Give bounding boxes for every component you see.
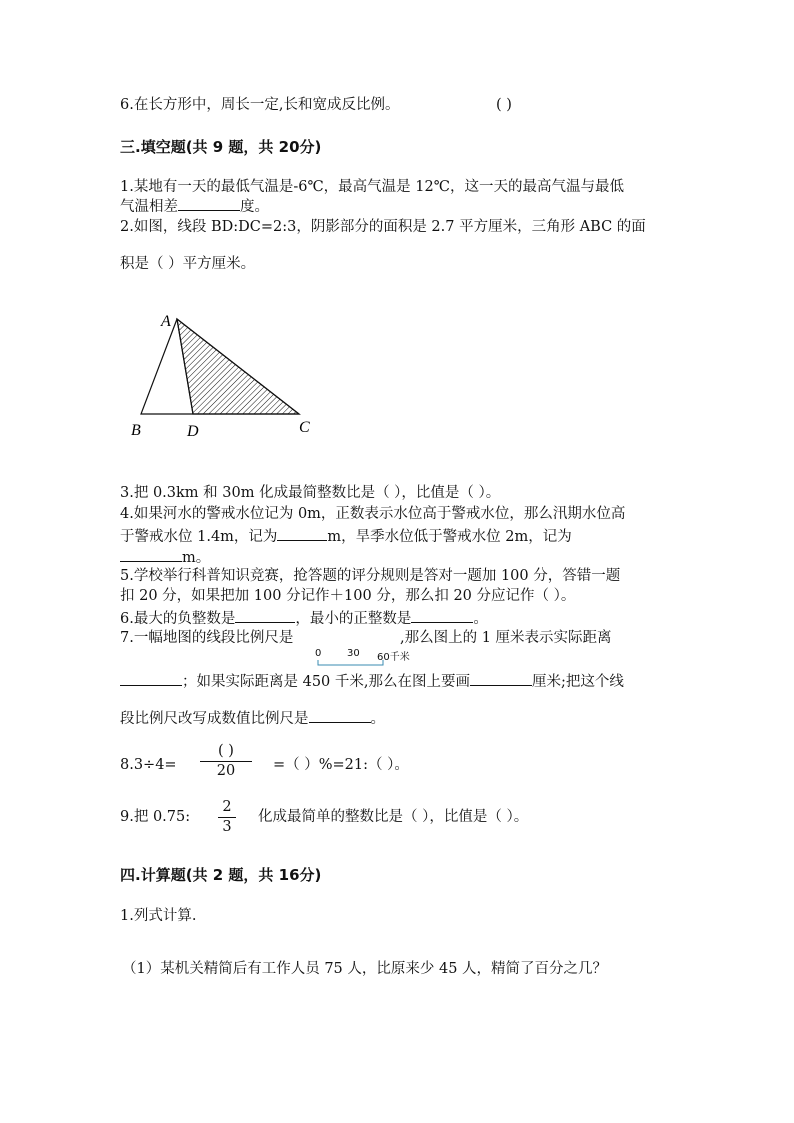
- fill-q4-line3: [120, 549, 210, 566]
- fill-q1-line1: 1.某地有一天的最低气温是-6℃，最高气温是 12℃，这一天的最高气温与最低: [120, 179, 624, 195]
- scale-tick-30: 30: [347, 648, 360, 659]
- label-b: B: [131, 422, 141, 439]
- fill-q1-prefix: 气温相差: [120, 199, 178, 215]
- fill-q4-line2: [120, 528, 572, 545]
- fill-q6-blank1[interactable]: [235, 610, 295, 623]
- fill-q9-frac-bar: [218, 817, 236, 818]
- fill-q7-line2a: ；如果实际距离是 450 千米,那么在图上要画: [182, 674, 471, 690]
- scale-bar: [313, 658, 393, 668]
- scale-tick-0: 0: [315, 648, 322, 659]
- fill-q8-frac-num[interactable]: ( ): [218, 743, 234, 759]
- label-a: A: [161, 313, 171, 330]
- line-scale: [313, 648, 423, 670]
- fill-q3-text: 3.把 0.3km 和 30m 化成最简整数比是（ ），比值是（ ）。: [120, 485, 501, 501]
- scale-tick-60: 60千米: [377, 652, 410, 663]
- fill-q7-line2: [120, 673, 624, 690]
- fill-q4-prefix: 于警戒水位 1.4m，记为: [120, 529, 278, 545]
- fill-q6-blank2[interactable]: [411, 610, 473, 623]
- fill-q4-line1: 4.如果河水的警戒水位记为 0m，正数表示水位高于警戒水位，那么汛期水位高: [120, 506, 626, 522]
- fill-q4-blank2[interactable]: [120, 549, 182, 562]
- fill-q7-blank2[interactable]: [470, 673, 532, 686]
- fill-q7-line2b: 厘米;把这个线: [532, 674, 624, 690]
- judge-q6-text: 6.在长方形中，周长一定,长和宽成反比例。: [120, 97, 400, 113]
- fill-q7-line1b: ,那么图上的 1 厘米表示实际距离: [400, 630, 612, 646]
- triangle-figure: [125, 305, 325, 440]
- fill-q8-prefix: 8.3÷4=: [120, 757, 177, 773]
- fill-q7-line3: [120, 710, 385, 727]
- fill-q1-suffix: 度。: [240, 199, 269, 215]
- fill-q4-unit: m。: [182, 550, 211, 566]
- fill-q5-line1: 5.学校举行科普知识竞赛，抢答题的评分规则是答对一题加 100 分，答错一题: [120, 568, 621, 584]
- fill-q1-line2: [120, 198, 269, 215]
- label-d: D: [187, 423, 199, 440]
- fill-q6-line: [120, 610, 488, 627]
- judge-q6-answer-paren: ( ): [496, 97, 512, 113]
- calc1-title: 1.列式计算.: [120, 908, 197, 924]
- fill-q9-rest: 化成最简单的整数比是（ ），比值是（ ）。: [258, 809, 529, 825]
- fill-q2-line1: 2.如图，线段 BD:DC=2:3，阴影部分的面积是 2.7 平方厘米，三角形 ABC 的面: [120, 219, 646, 235]
- fill-q7-line3b: 。: [370, 711, 385, 727]
- fill-q4-middle: m，旱季水位低于警戒水位 2m，记为: [327, 529, 572, 545]
- fill-q5-line2: 扣 20 分，如果把加 100 分记作＋100 分，那么扣 20 分应记作（ ）。: [120, 588, 576, 604]
- fill-q8-frac-den: 20: [216, 762, 236, 779]
- section4-title: 四.计算题(共 2 题，共 16分): [120, 866, 322, 884]
- fill-q9-frac-den: 3: [222, 818, 232, 835]
- section3-title: 三.填空题(共 9 题，共 20分): [120, 138, 322, 156]
- fill-q9-frac-num: 2: [222, 799, 232, 815]
- fill-q8-rest: =（ ）%=21:（ ）。: [273, 757, 409, 773]
- calc1-sub1: （1）某机关精简后有工作人员 75 人，比原来少 45 人，精简了百分之几？: [122, 961, 608, 977]
- fill-q7-line3a: 段比例尺改写成数值比例尺是: [120, 711, 309, 727]
- fill-q9-prefix: 9.把 0.75:: [120, 809, 191, 825]
- fill-q7-blank1[interactable]: [120, 673, 182, 686]
- fill-q6-a: 6.最大的负整数是: [120, 611, 236, 627]
- fill-q1-blank[interactable]: [178, 198, 240, 211]
- fill-q6-b: ，最小的正整数是: [295, 611, 412, 627]
- fill-q7-line1a: 7.一幅地图的线段比例尺是: [120, 630, 294, 646]
- fill-q4-blank1[interactable]: [277, 528, 327, 541]
- fill-q2-line2: 积是（ ）平方厘米。: [120, 256, 256, 272]
- fill-q8-frac-bar: [200, 761, 252, 762]
- fill-q9-fraction: [218, 800, 236, 834]
- fill-q8-fraction: [200, 744, 252, 778]
- fill-q7-blank3[interactable]: [309, 710, 371, 723]
- fill-q6-c: 。: [473, 611, 488, 627]
- label-c: C: [299, 419, 310, 436]
